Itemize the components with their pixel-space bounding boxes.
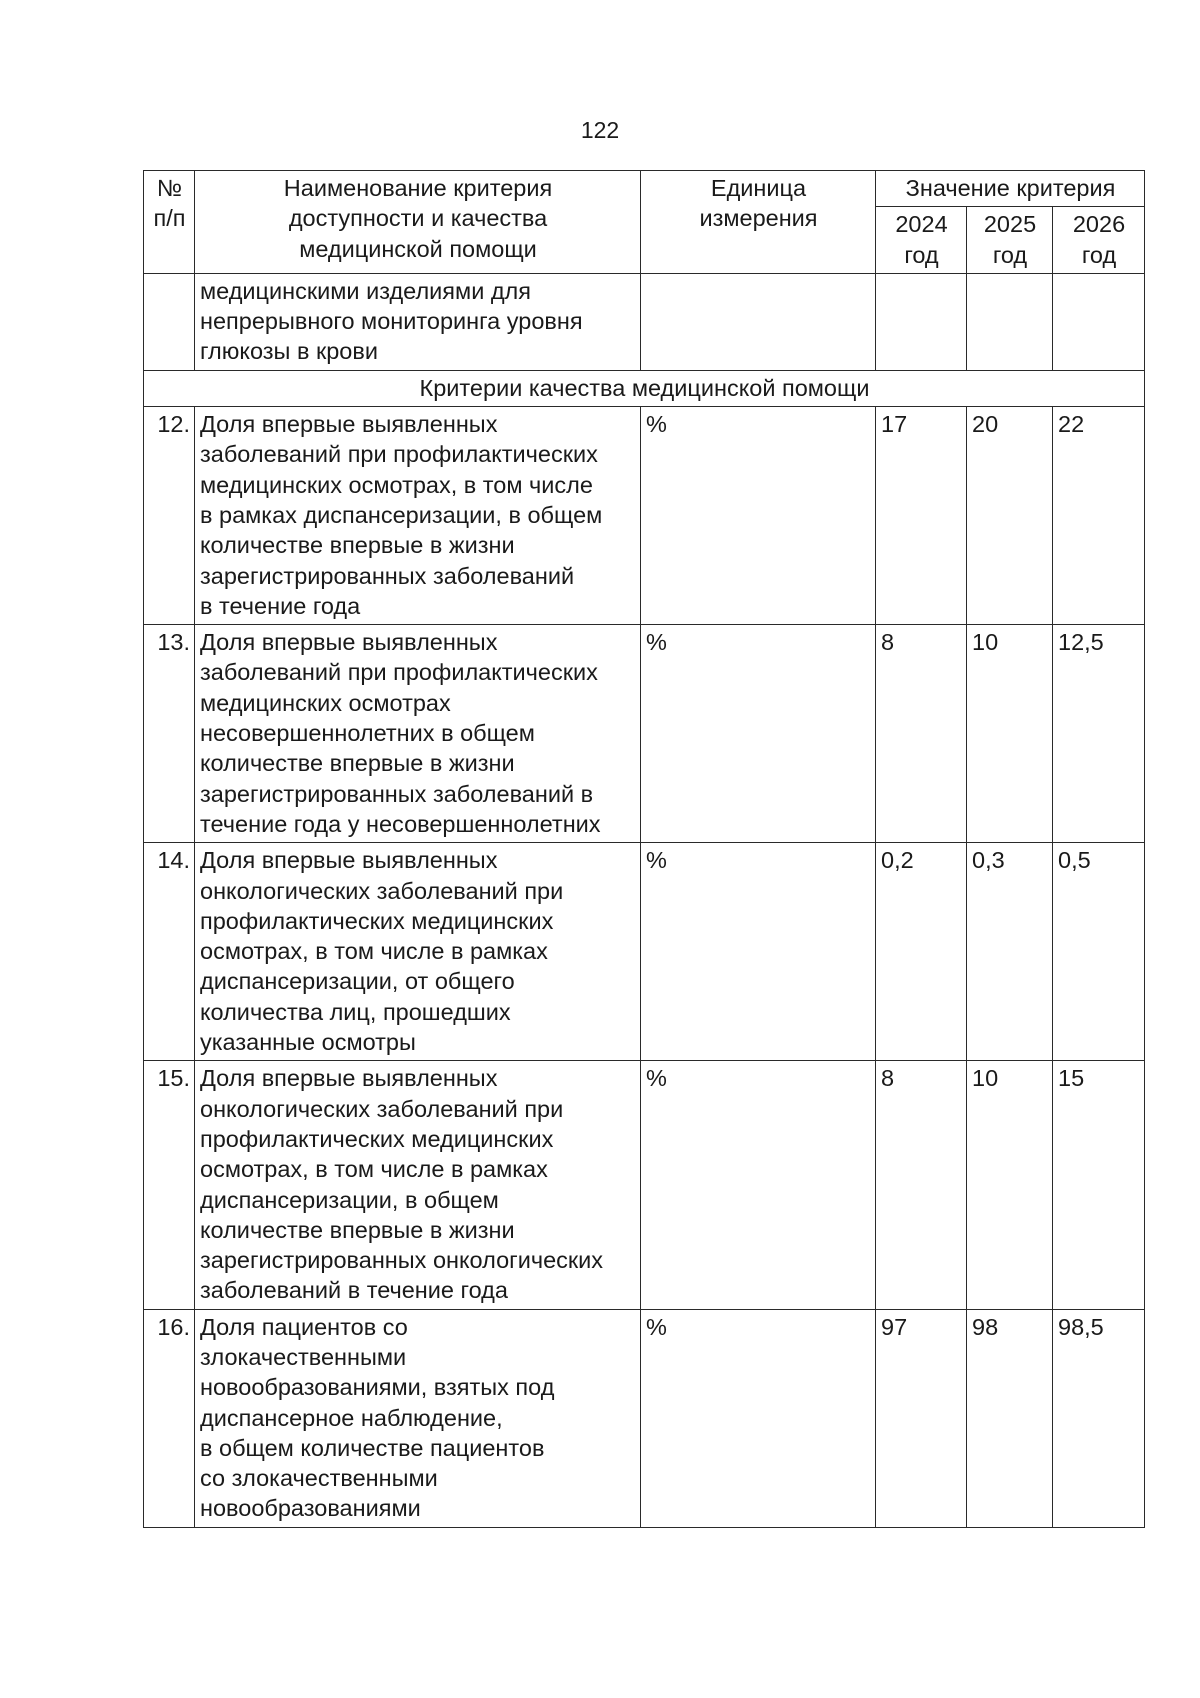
- cell-number: 12.: [144, 407, 195, 625]
- cell-unit: %: [641, 407, 876, 625]
- page-number: 122: [580, 117, 620, 143]
- cell-number: 14.: [144, 843, 195, 1061]
- cell-value-2026: 98,5: [1053, 1309, 1145, 1527]
- header-unit: Единица измерения: [641, 171, 876, 274]
- table-row: [144, 1309, 1145, 1527]
- cell-value-2025: 20: [967, 407, 1053, 625]
- cell-unit: %: [641, 1309, 876, 1527]
- cell-value-2026: 0,5: [1053, 843, 1145, 1061]
- cell-criterion-name: Доля пациентов со злокачественными новообразованиями, взятых под диспансерное наблюдение, в общем количестве пациентов со злокачественными новообразованиями: [195, 1309, 641, 1527]
- cell-unit: %: [641, 1061, 876, 1309]
- cell-value-2026: 22: [1053, 407, 1145, 625]
- cell-unit: %: [641, 625, 876, 843]
- table-row: [144, 843, 1145, 1061]
- cell-value-2024: [876, 273, 967, 370]
- cell-value-2026: 15: [1053, 1061, 1145, 1309]
- table-row: [144, 1061, 1145, 1309]
- header-year-2024: 2024 год: [876, 207, 967, 274]
- cell-number: 16.: [144, 1309, 195, 1527]
- cell-value-2025: 98: [967, 1309, 1053, 1527]
- cell-value-2025: 10: [967, 625, 1053, 843]
- cell-criterion-name: Доля впервые выявленных заболеваний при профилактических медицинских осмотрах несовершеннолетних в общем количестве впервые в жизни зарегистрированных заболеваний в течение года у несовершеннолетних: [195, 625, 641, 843]
- section-title: Критерии качества медицинской помощи: [144, 370, 1145, 406]
- cell-criterion-name: Доля впервые выявленных онкологических заболеваний при профилактических медицинских осмотрах, в том числе в рамках диспансеризации, от общего количества лиц, прошедших указанные осмотры: [195, 843, 641, 1061]
- cell-number: 15.: [144, 1061, 195, 1309]
- header-year-2025: 2025 год: [967, 207, 1053, 274]
- cell-value-2024: 0,2: [876, 843, 967, 1061]
- header-year-2026: 2026 год: [1053, 207, 1145, 274]
- table-row: [144, 625, 1145, 843]
- cell-value-2024: 17: [876, 407, 967, 625]
- cell-unit: %: [641, 843, 876, 1061]
- cell-value-2025: 10: [967, 1061, 1053, 1309]
- header-number: № п/п: [144, 171, 195, 274]
- cell-value-2024: 8: [876, 1061, 967, 1309]
- criteria-table: [143, 170, 1145, 1528]
- header-criterion-name: Наименование критерия доступности и качества медицинской помощи: [195, 171, 641, 274]
- cell-number: [144, 273, 195, 370]
- cell-unit: [641, 273, 876, 370]
- table-body: [144, 273, 1145, 1527]
- cell-value-2026: 12,5: [1053, 625, 1145, 843]
- table-row-continuation: [144, 273, 1145, 370]
- cell-value-2024: 97: [876, 1309, 967, 1527]
- table-header: [144, 171, 1145, 274]
- cell-value-2026: [1053, 273, 1145, 370]
- section-row: [144, 370, 1145, 406]
- cell-value-2025: [967, 273, 1053, 370]
- cell-value-2025: 0,3: [967, 843, 1053, 1061]
- cell-criterion-name: Доля впервые выявленных онкологических заболеваний при профилактических медицинских осмотрах, в том числе в рамках диспансеризации, в общем количестве впервые в жизни зарегистрированных онкологических заболеваний в течение года: [195, 1061, 641, 1309]
- cell-criterion-name: Доля впервые выявленных заболеваний при профилактических медицинских осмотрах, в том числе в рамках диспансеризации, в общем количестве впервые в жизни зарегистрированных заболеваний в течение года: [195, 407, 641, 625]
- cell-criterion-name: медицинскими изделиями для непрерывного мониторинга уровня глюкозы в крови: [195, 273, 641, 370]
- cell-value-2024: 8: [876, 625, 967, 843]
- header-criterion-value: Значение критерия: [876, 171, 1145, 207]
- table-row: [144, 407, 1145, 625]
- cell-number: 13.: [144, 625, 195, 843]
